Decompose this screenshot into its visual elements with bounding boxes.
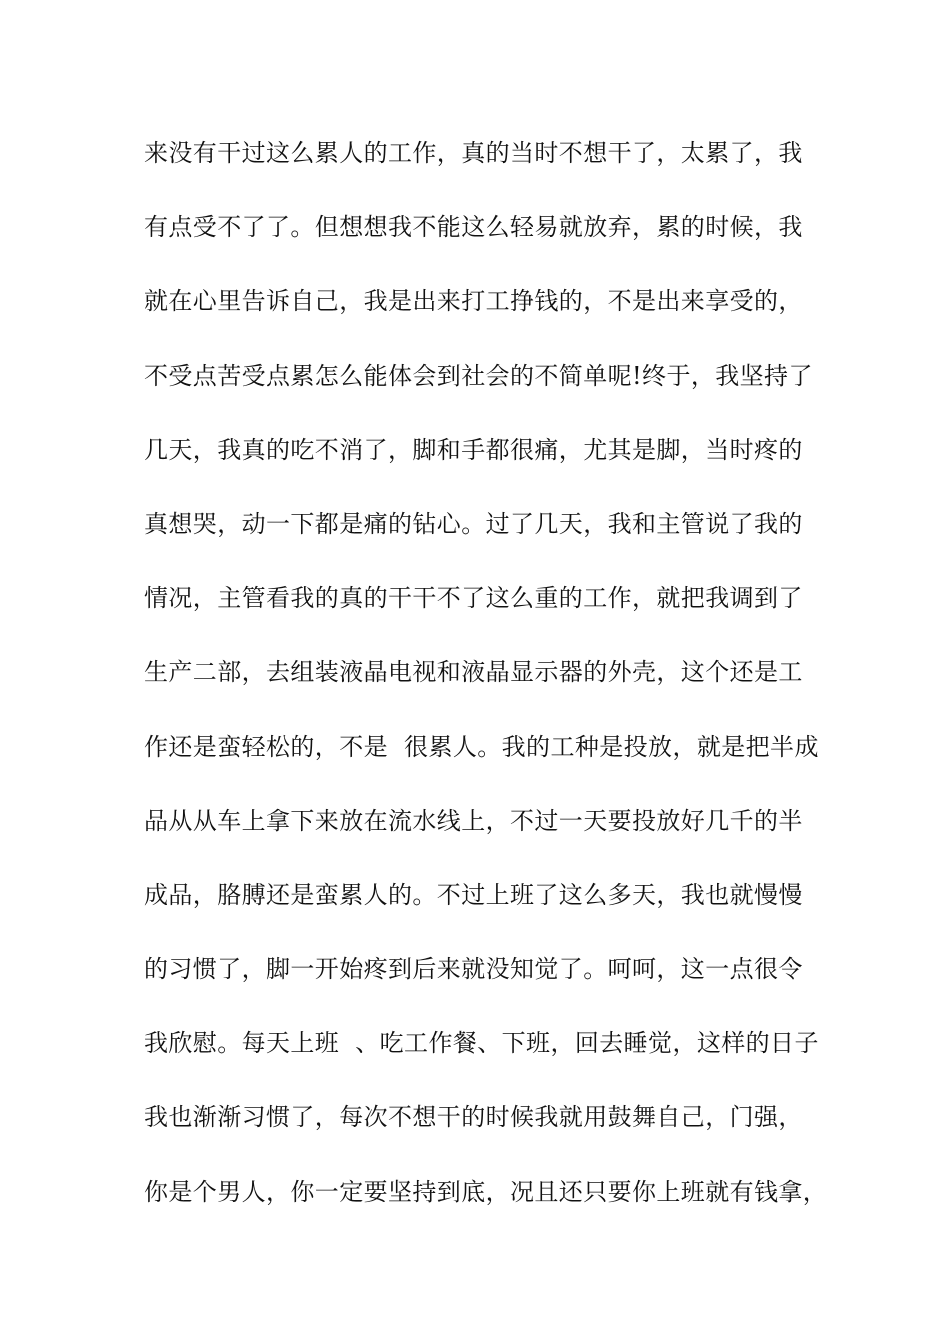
- text-line: 真想哭，动一下都是痛的钻心。过了几天，我和主管说了我的: [144, 509, 803, 538]
- text-line: 就在心里告诉自己，我是出来打工挣钱的，不是出来享受的，: [144, 287, 803, 316]
- text-line: 的习惯了，脚一开始疼到后来就没知觉了。呵呵，这一点很令: [144, 955, 803, 984]
- text-line: 几天，我真的吃不消了，脚和手都很痛，尤其是脚，当时疼的: [144, 435, 803, 464]
- text-line: 品从从车上拿下来放在流水线上，不过一天要投放好几千的半: [144, 806, 803, 835]
- text-line: 我欣慰。每天上班 、吃工作餐、下班，回去睡觉，这样的日子: [144, 1029, 819, 1058]
- text-line: 有点受不了了。但想想我不能这么轻易就放弃，累的时候，我: [144, 213, 803, 242]
- text-line: 成品，胳膊还是蛮累人的。不过上班了这么多天，我也就慢慢: [144, 880, 803, 909]
- body-text: [144, 128, 834, 1241]
- text-line: 作还是蛮轻松的，不是 很累人。我的工种是投放，就是把半成: [144, 732, 819, 761]
- text-line: 情况，主管看我的真的干干不了这么重的工作，就把我调到了: [144, 584, 803, 613]
- text-line: 你是个男人，你一定要坚持到底，况且还只要你上班就有钱拿，: [144, 1177, 828, 1206]
- text-line: 我也渐渐习惯了，每次不想干的时候我就用鼓舞自己，门强，: [144, 1103, 803, 1132]
- text-line: 来没有干过这么累人的工作，真的当时不想干了，太累了，我: [144, 139, 803, 167]
- text-line: 不受点苦受点累怎么能体会到社会的不简单呢!终于，我坚持了: [144, 361, 813, 390]
- text-line: 生产二部，去组装液晶电视和液晶显示器的外壳，这个还是工: [144, 658, 803, 687]
